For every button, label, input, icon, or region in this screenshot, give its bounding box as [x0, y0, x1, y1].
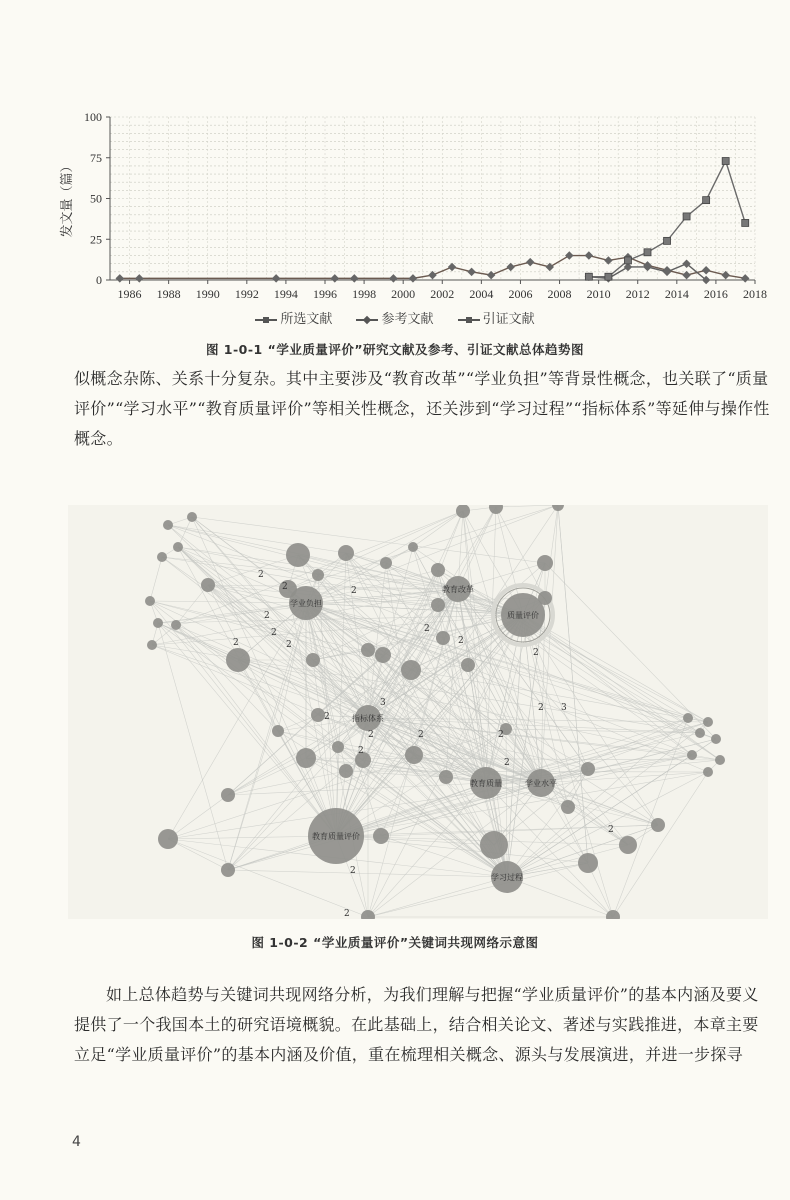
svg-text:2: 2	[264, 611, 270, 621]
legend-item-references: 参考文献	[356, 308, 433, 327]
svg-text:教育质量评价: 教育质量评价	[312, 832, 360, 841]
svg-text:3: 3	[561, 703, 567, 713]
svg-text:1996: 1996	[313, 287, 337, 301]
svg-text:75: 75	[90, 150, 102, 165]
svg-text:2: 2	[358, 746, 364, 756]
svg-text:指标体系: 指标体系	[352, 714, 384, 723]
chart-legend	[0, 308, 790, 327]
svg-text:1988: 1988	[156, 287, 181, 301]
svg-text:学业负担: 学业负担	[290, 599, 322, 608]
svg-text:50: 50	[90, 191, 102, 206]
svg-text:1994: 1994	[273, 287, 298, 301]
svg-text:1986: 1986	[117, 287, 142, 301]
trend-chart	[55, 105, 775, 320]
page-number: 4	[72, 1134, 81, 1150]
keyword-network-diagram	[68, 505, 768, 919]
square-marker-icon	[255, 319, 277, 321]
square-marker-icon	[458, 319, 480, 321]
svg-text:教育改革: 教育改革	[442, 585, 474, 594]
svg-text:1998: 1998	[352, 287, 377, 301]
svg-text:2: 2	[418, 730, 424, 740]
svg-text:2006: 2006	[508, 287, 533, 301]
svg-text:2: 2	[350, 866, 356, 876]
svg-text:质量评价: 质量评价	[507, 611, 539, 620]
svg-text:2: 2	[608, 825, 614, 835]
svg-text:学习过程: 学习过程	[491, 873, 523, 882]
figure-1-caption: 图 1-0-1 “学业质量评价”研究文献及参考、引证文献总体趋势图	[205, 342, 585, 357]
svg-text:2004: 2004	[469, 287, 494, 301]
svg-text:0: 0	[96, 273, 102, 287]
svg-text:学业水平: 学业水平	[525, 779, 557, 788]
svg-text:2: 2	[271, 628, 277, 638]
trend-chart-plot	[55, 105, 775, 305]
svg-text:2: 2	[258, 570, 264, 580]
svg-text:2016: 2016	[703, 287, 728, 301]
svg-text:2008: 2008	[547, 287, 572, 301]
network-graph	[68, 505, 768, 919]
svg-text:发文量（篇）: 发文量（篇）	[60, 159, 75, 238]
svg-text:2: 2	[344, 909, 350, 919]
legend-item-selected: 所选文献	[255, 308, 332, 327]
svg-text:2: 2	[504, 758, 510, 768]
svg-text:2: 2	[538, 703, 544, 713]
legend-item-citations: 引证文献	[458, 308, 535, 327]
paragraph-summary: 如上总体趋势与关键词共现网络分析，为我们理解与把握“学业质量评价”的基本内涵及要义提供了一个我国本土的研究语境概貌。在此基础上，结合相关论文、著述与实践推进，本章主要立足“学业质量评价”的基本内涵及价值，重在梳理相关概念、源头与发展演进，并进一步探寻	[74, 985, 759, 1064]
svg-text:1990: 1990	[195, 287, 220, 301]
svg-text:2: 2	[424, 624, 430, 634]
paragraph-concepts: 似概念杂陈、关系十分复杂。其中主要涉及“教育改革”“学业负担”等背景性概念，也关联了“质量评价”“学习水平”“教育质量评价”等相关性概念，还关涉到“学习过程”“指标体系”等延伸与操作性概念。	[74, 369, 770, 448]
svg-text:1992: 1992	[234, 287, 259, 301]
svg-text:2: 2	[498, 730, 504, 740]
svg-text:2010: 2010	[586, 287, 611, 301]
svg-text:3: 3	[380, 698, 386, 708]
svg-text:2: 2	[282, 582, 288, 592]
svg-text:2018: 2018	[743, 287, 767, 301]
svg-text:2: 2	[458, 636, 464, 646]
svg-text:2: 2	[351, 586, 357, 596]
svg-text:2: 2	[324, 712, 330, 722]
svg-text:教育质量: 教育质量	[470, 779, 502, 788]
figure-2-caption: 图 1-0-2 “学业质量评价”关键词共现网络示意图	[251, 935, 539, 950]
svg-text:2012: 2012	[625, 287, 650, 301]
svg-text:2: 2	[533, 648, 539, 658]
svg-text:2000: 2000	[391, 287, 416, 301]
svg-text:100: 100	[84, 110, 102, 124]
svg-text:25: 25	[90, 232, 102, 247]
svg-text:2002: 2002	[430, 287, 455, 301]
svg-text:2: 2	[286, 640, 292, 650]
svg-text:2014: 2014	[664, 287, 689, 301]
svg-text:2: 2	[368, 730, 374, 740]
svg-text:2: 2	[233, 638, 239, 648]
diamond-marker-icon	[356, 319, 378, 321]
